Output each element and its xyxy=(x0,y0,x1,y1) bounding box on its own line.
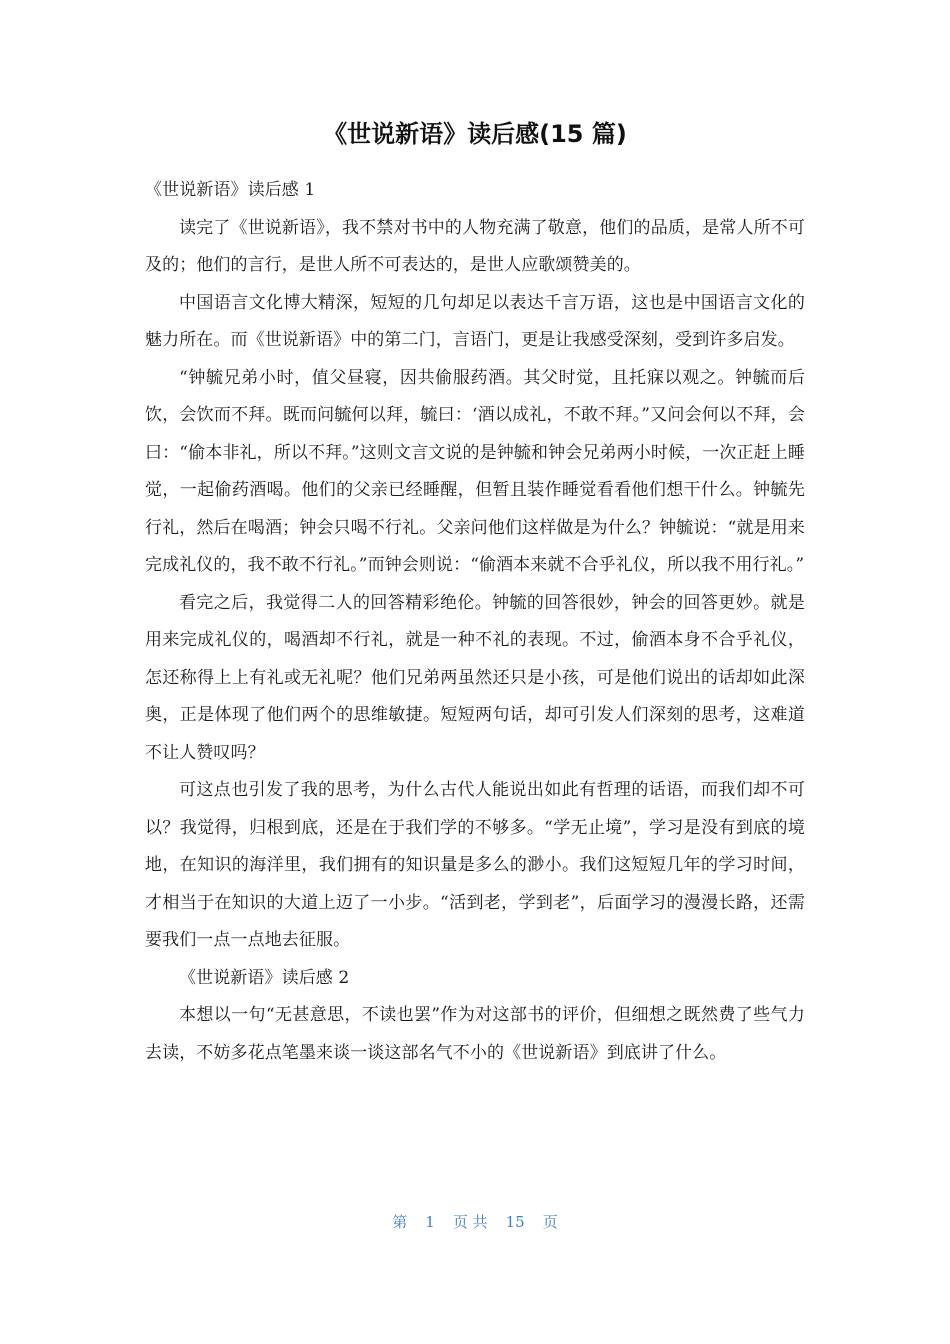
footer-prefix: 第 xyxy=(392,1213,408,1231)
document-title: 《世说新语》读后感(15 篇) xyxy=(323,120,627,148)
document-body xyxy=(145,172,805,1072)
section-heading: 《世说新语》读后感 1 xyxy=(145,180,316,200)
paragraph: 看完之后，我觉得二人的回答精彩绝伦。钟毓的回答很妙，钟会的回答更妙。就是用来完成礼仪的，喝酒却不行礼，就是一种不礼的表现。不过，偷酒本身不合乎礼仪，怎还称得上上有礼或无礼呢？他们兄弟两虽然还只是小孩，可是他们说出的话却如此深奥，正是体现了他们两个的思维敏捷。短短两句话，却可引发人们深刻的思考，这难道不让人赞叹吗？ xyxy=(145,592,805,763)
footer-suffix: 页 xyxy=(542,1213,558,1231)
paragraph: 中国语言文化博大精深，短短的几句却足以表达千言万语，这也是中国语言文化的魅力所在。而《世说新语》中的第二门，言语门，更是让我感受深刻，受到许多启发。 xyxy=(145,292,805,350)
paragraph: 可这点也引发了我的思考，为什么古代人能说出如此有哲理的话语，而我们却不可以？我觉得，归根到底，还是在于我们学的不够多。“学无止境”，学习是没有到底的境地，在知识的海洋里，我们拥有的知识量是多么的渺小。我们这短短几年的学习时间，才相当于在知识的大道上迈了一小步。“活到老，学到老”，后面学习的漫漫长路，还需要我们一点一点地去征服。 xyxy=(145,780,805,950)
page-footer xyxy=(0,1208,950,1236)
section-heading: 《世说新语》读后感 2 xyxy=(179,967,350,988)
paragraph: 读完了《世说新语》，我不禁对书中的人物充满了敬意，他们的品质，是常人所不可及的；他们的言行，是世人所不可表达的，是世人应歌颂赞美的。 xyxy=(145,217,805,275)
footer-total-pages: 15 xyxy=(505,1213,525,1231)
footer-middle: 页 共 xyxy=(452,1213,488,1231)
paragraph: “钟毓兄弟小时，值父昼寝，因共偷服药酒。其父时觉，且托寐以观之。钟毓而后饮，会饮而不拜。既而问毓何以拜，毓曰：‘酒以成礼，不敢不拜。”又问会何以不拜，会曰：“偷本非礼，所以不拜。”这则文言文说的是钟毓和钟会兄弟两小时候，一次正赶上睡觉，一起偷药酒喝。他们的父亲已经睡醒，但暂且装作睡觉看看他们想干什么。钟毓先行礼，然后在喝酒；钟会只喝不行礼。父亲问他们这样做是为什么？钟毓说：“就是用来完成礼仪的，我不敢不行礼。”而钟会则说：“偷酒本来就不合乎礼仪，所以我不用行礼。” xyxy=(145,367,805,575)
paragraph: 本想以一句“无甚意思，不读也罢”作为对这部书的评价，但细想之既然费了些气力去读，不妨多花点笔墨来谈一谈这部名气不小的《世说新语》到底讲了什么。 xyxy=(145,1005,805,1063)
footer-current-page: 1 xyxy=(425,1213,435,1231)
